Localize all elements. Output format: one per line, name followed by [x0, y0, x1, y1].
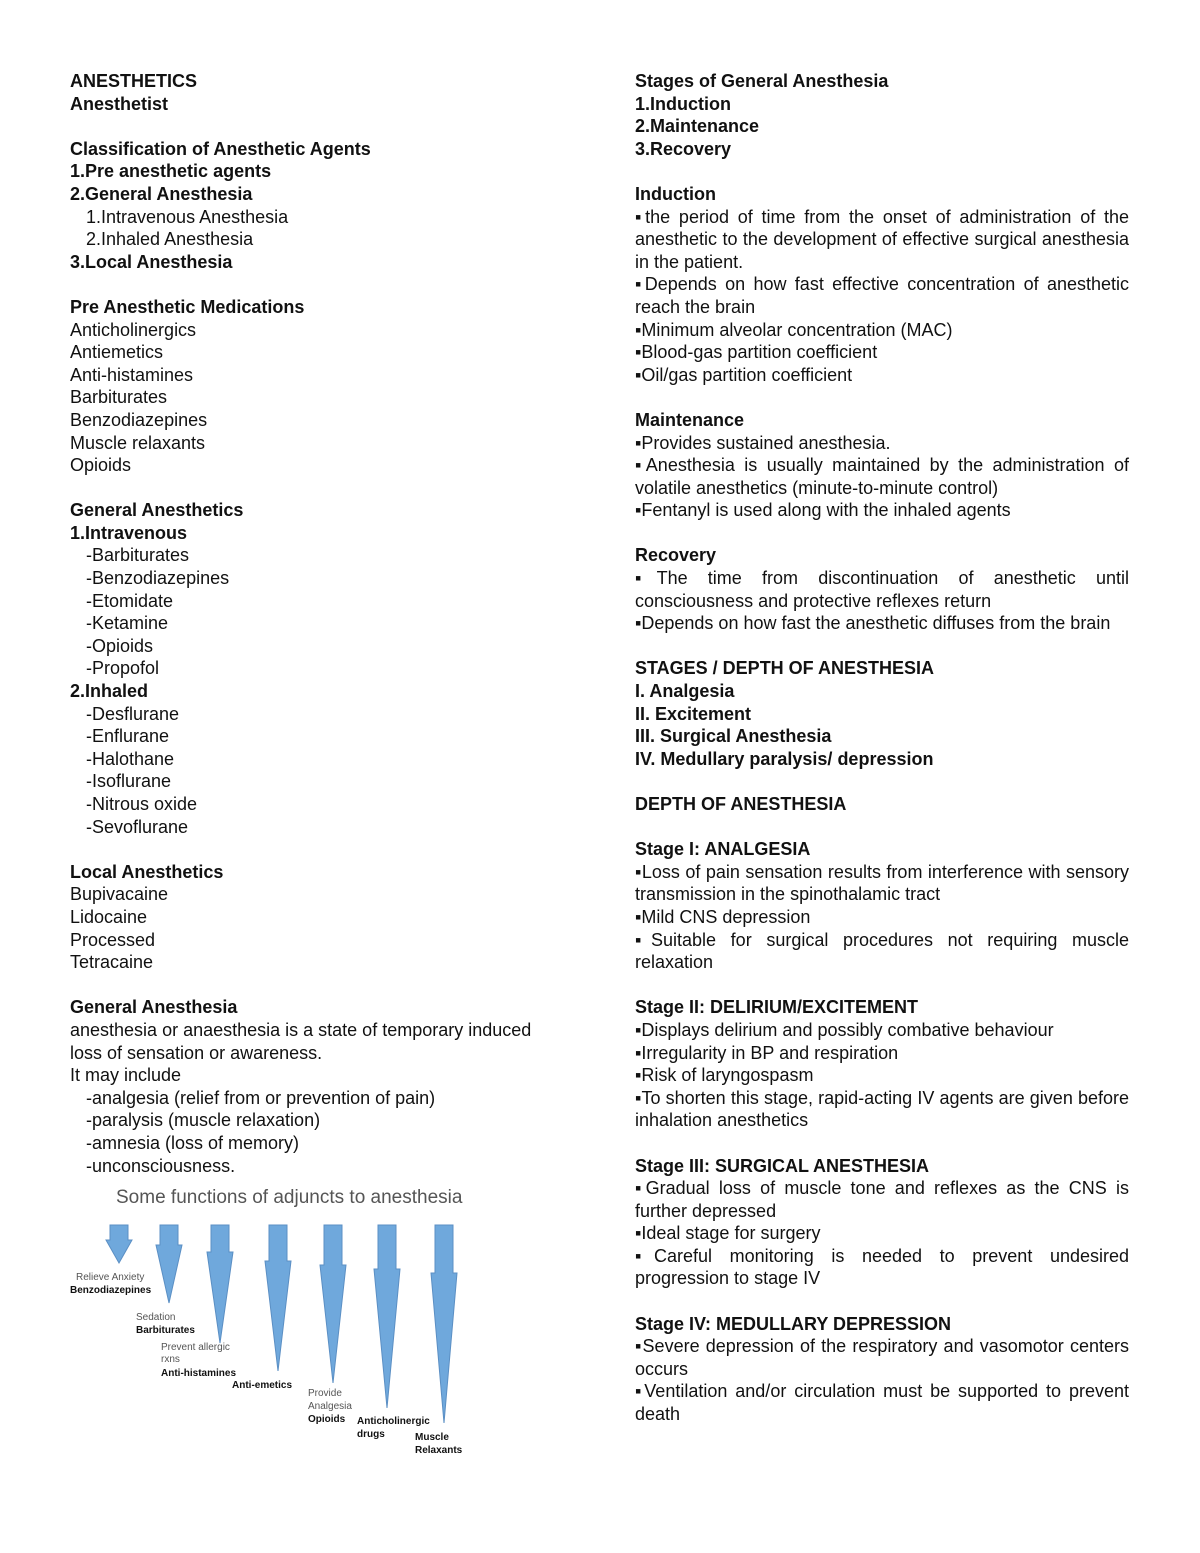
list-item: Anticholinergics	[70, 319, 197, 340]
bullet-text: ▪Provides sustained anesthesia.	[635, 432, 891, 453]
pre-meds-heading: Pre Anesthetic Medications	[70, 296, 305, 317]
local-anesthetics-heading: Local Anesthetics	[70, 861, 224, 882]
stage1-heading: Stage I: ANALGESIA	[635, 839, 811, 860]
wedge-arrow-anti-histamines	[207, 1225, 233, 1343]
wedge-group	[106, 1225, 457, 1423]
recovery-heading: Recovery	[635, 545, 717, 566]
right-column	[635, 70, 1129, 1426]
list-item: -paralysis (muscle relaxation)	[86, 1110, 321, 1131]
bullet-text: ▪To shorten this stage, rapid-acting IV agents are given before inhalation anesthetics	[635, 1087, 1129, 1131]
inhaled-heading: 2.Inhaled	[70, 681, 149, 702]
bullet-text: ▪Severe depression of the respiratory and vasomotor centers occurs	[635, 1336, 1129, 1379]
depth-item: III. Surgical Anesthesia	[635, 726, 832, 747]
bullet-text: ▪Anesthesia is usually maintained by the administration of volatile anesthetics (minute-to-minute control)	[635, 455, 1129, 498]
depth-item: I. Analgesia	[635, 681, 735, 702]
definition-text: anesthesia or anaesthesia is a state of temporary induced	[70, 1019, 532, 1040]
bullet-text: ▪Suitable for surgical procedures not requiring muscle relaxation	[635, 929, 1129, 973]
classification-subitem: 1.Intravenous Anesthesia	[86, 206, 289, 227]
document-subtitle: Anesthetist	[70, 93, 169, 114]
list-item: -Propofol	[86, 658, 160, 679]
list-item: -Ketamine	[86, 613, 169, 634]
bullet-text: ▪Mild CNS depression	[635, 906, 811, 927]
stage4-heading: Stage IV: MEDULLARY DEPRESSION	[635, 1313, 952, 1334]
depth-heading: DEPTH OF ANESTHESIA	[635, 794, 847, 814]
list-item: Lidocaine	[70, 906, 148, 927]
label-anti-emetics: Anti-emetics	[232, 1380, 293, 1391]
list-item: -Sevoflurane	[86, 816, 189, 837]
stage-item: 3.Recovery	[635, 138, 732, 159]
list-item: -Desflurane	[86, 703, 180, 724]
induction-heading: Induction	[635, 183, 716, 204]
depth-item: IV. Medullary paralysis/ depression	[635, 748, 934, 769]
list-item: Barbiturates	[70, 387, 168, 408]
wedge-arrow-benzodiazepines	[106, 1225, 132, 1263]
list-item: Benzodiazepines	[70, 409, 208, 430]
list-item: -Barbiturates	[86, 545, 190, 566]
stages-heading: Stages of General Anesthesia	[635, 71, 889, 91]
bullet-text: ▪Risk of laryngospasm	[635, 1065, 814, 1086]
label-relaxants: Relaxants	[415, 1445, 463, 1456]
bullet-text: ▪Depends on how fast effective concentration of anesthetic reach the brain	[635, 274, 1129, 317]
label-barbiturates: Barbiturates	[136, 1325, 195, 1336]
label-anticholinergic: Anticholinergic	[357, 1416, 430, 1427]
bullet-text: ▪Fentanyl is used along with the inhaled agents	[635, 500, 1011, 521]
label-benzodiazepines: Benzodiazepines	[70, 1285, 152, 1296]
list-item: -unconsciousness.	[86, 1155, 236, 1176]
list-item: -amnesia (loss of memory)	[86, 1132, 300, 1153]
label-relieve-anxiety: Relieve Anxiety	[76, 1272, 145, 1283]
bullet-text: ▪Gradual loss of muscle tone and reflexes as the CNS is further depressed	[635, 1178, 1129, 1221]
bullet-text: ▪Oil/gas partition coefficient	[635, 364, 853, 385]
maintenance-heading: Maintenance	[635, 409, 745, 430]
left-column	[70, 70, 570, 1177]
label-sedation: Sedation	[136, 1312, 176, 1323]
label-drugs: drugs	[357, 1429, 385, 1440]
classification-item: 3.Local Anesthesia	[70, 251, 233, 272]
figure-title: Some functions of adjuncts to anesthesia	[116, 1187, 463, 1208]
list-item: Anti-histamines	[70, 364, 194, 385]
bullet-text: ▪Careful monitoring is needed to prevent undesired progression to stage IV	[635, 1245, 1129, 1289]
bullet-text: ▪The time from discontinuation of anesthetic until consciousness and protective reflexes return	[635, 568, 1129, 611]
bullet-text: ▪Depends on how fast the anesthetic diffuses from the brain	[635, 613, 1111, 634]
bullet-text: ▪Irregularity in BP and respiration	[635, 1042, 899, 1063]
list-item: Opioids	[70, 455, 132, 476]
definition-text: It may include	[70, 1065, 182, 1086]
stage3-heading: Stage III: SURGICAL ANESTHESIA	[635, 1155, 930, 1176]
label-opioids: Opioids	[308, 1414, 346, 1425]
bullet-text: ▪Displays delirium and possibly combative behaviour	[635, 1019, 1054, 1040]
list-item: -Etomidate	[86, 590, 174, 611]
bullet-text: ▪Blood-gas partition coefficient	[635, 342, 878, 363]
label-prevent-allergic: Prevent allergic	[161, 1342, 230, 1353]
classification-subitem: 2.Inhaled Anesthesia	[86, 229, 254, 250]
classification-item: 2.General Anesthesia	[70, 183, 253, 204]
general-anesthetics-heading: General Anesthetics	[70, 500, 244, 521]
depth-item: II. Excitement	[635, 703, 752, 724]
depth-stages-heading: STAGES / DEPTH OF ANESTHESIA	[635, 658, 935, 679]
wedge-arrow-muscle-relaxants	[431, 1225, 457, 1423]
list-item: Tetracaine	[70, 952, 154, 973]
intravenous-heading: 1.Intravenous	[70, 522, 188, 543]
classification-heading: Classification of Anesthetic Agents	[70, 138, 371, 159]
wedge-arrow-barbiturates	[156, 1225, 182, 1303]
label-rxns: rxns	[161, 1354, 180, 1365]
list-item: -Benzodiazepines	[86, 568, 230, 589]
label-provide: Provide	[308, 1388, 342, 1399]
adjuncts-figure	[64, 1183, 484, 1463]
bullet-text: ▪Ideal stage for surgery	[635, 1223, 821, 1244]
list-item: -Nitrous oxide	[86, 794, 198, 814]
label-analgesia: Analgesia	[308, 1401, 352, 1412]
bullet-text: ▪the period of time from the onset of administration of the anesthetic to the development of effective surgical anesthesia in the patient.	[635, 206, 1129, 272]
list-item: -Isoflurane	[86, 771, 172, 792]
wedge-arrow-anticholinergic	[374, 1225, 400, 1408]
bullet-text: ▪Minimum alveolar concentration (MAC)	[635, 319, 953, 340]
stage2-heading: Stage II: DELIRIUM/EXCITEMENT	[635, 997, 919, 1018]
list-item: Antiemetics	[70, 342, 164, 363]
wedge-arrow-anti-emetics	[265, 1225, 291, 1371]
list-item: Bupivacaine	[70, 884, 169, 905]
list-item: -Opioids	[86, 635, 154, 656]
classification-item: 1.Pre anesthetic agents	[70, 161, 272, 182]
document-title: ANESTHETICS	[70, 71, 198, 91]
definition-text: loss of sensation or awareness.	[70, 1042, 323, 1063]
bullet-text: ▪Loss of pain sensation results from interference with sensory transmission in the spinothalamic tract	[635, 861, 1129, 905]
stage-item: 2.Maintenance	[635, 116, 760, 137]
label-muscle: Muscle	[415, 1432, 449, 1443]
adjuncts-diagram	[64, 1183, 484, 1463]
list-item: -analgesia (relief from or prevention of pain)	[86, 1087, 436, 1108]
list-item: -Halothane	[86, 748, 175, 769]
list-item: -Enflurane	[86, 726, 170, 747]
general-anesthesia-heading: General Anesthesia	[70, 997, 238, 1018]
list-item: Muscle relaxants	[70, 432, 206, 453]
stage-item: 1.Induction	[635, 93, 731, 114]
label-anti-histamines: Anti-histamines	[161, 1368, 237, 1379]
list-item: Processed	[70, 929, 156, 950]
bullet-text: ▪Ventilation and/or circulation must be supported to prevent death	[635, 1381, 1129, 1425]
wedge-arrow-opioids	[320, 1225, 346, 1383]
